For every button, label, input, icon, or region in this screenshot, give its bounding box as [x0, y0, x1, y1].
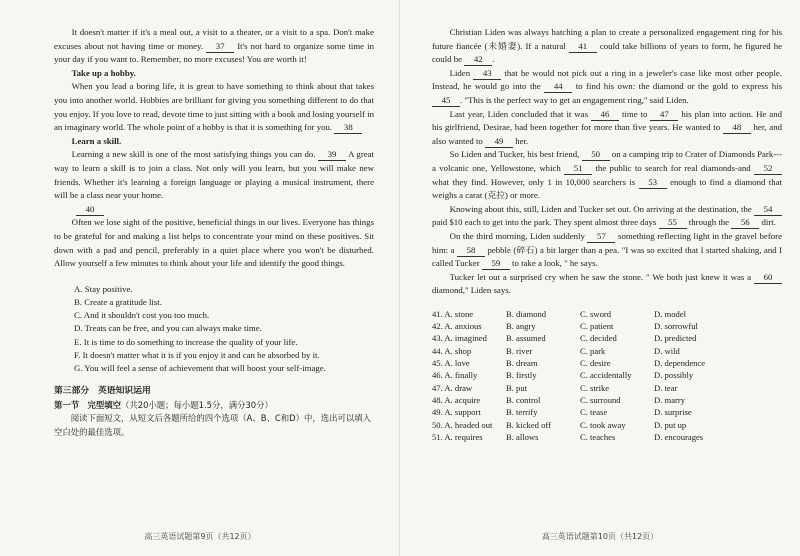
- choices-table: [432, 308, 782, 443]
- option-c: C. And it shouldn't cost you too much.: [74, 310, 210, 321]
- choice-c: C. accidentally: [580, 370, 632, 381]
- choice-row-41: [432, 308, 782, 320]
- cloze-paragraph: So Liden and Tucker, his best friend, 50 on a camping trip to Crater of Diamonds Park---a volcanic one, Yellowstone, which 51 the public to search for real diamonds-and 52 what they find. However, only 1 in 10,000 searchers is 53 enough to find a diamond that weighs a carat (克拉) or more.: [432, 149, 783, 201]
- choice-a: 45. A. love: [432, 358, 470, 369]
- cloze-paragraph: Knowing about this, still, Liden and Tucker set out. On arriving at the destination, the 54 paid $10 each to get into the park. They spent almost three days 55 through the 56 dirt.: [432, 203, 782, 230]
- choice-c: C. decided: [580, 333, 617, 344]
- choice-a: 43. A. imagined: [432, 333, 487, 344]
- choice-b: B. assumed: [506, 333, 546, 344]
- choice-d: D. model: [654, 308, 686, 319]
- heading-hobby: Take up a hobby.: [71, 67, 136, 78]
- choice-c: C. sword: [580, 308, 612, 319]
- heading-skill: Learn a skill.: [71, 135, 122, 146]
- choice-d: D. possibly: [654, 370, 694, 381]
- choice-row-46: [432, 369, 782, 381]
- choice-c: C. tease: [580, 407, 608, 418]
- choice-d: D. encourages: [654, 431, 704, 442]
- passage-paragraph: Learning a new skill is one of the most satisfying things you can do. 39 A great way to learn a skill is to join a class. Not only will you learn, but you will make new friends. Whether it's learning a foreign language or playing a musical instrument, there will be a class near your home.: [54, 149, 375, 201]
- blank-40-line: [54, 203, 374, 217]
- choice-d: D. wild: [654, 345, 680, 356]
- section-subtitle: 第一节 完型填空（共20小题；每小题1.5分，满分30分）: [54, 399, 273, 410]
- option-g: G. You will feel a sense of achievement that will boost your self-image.: [74, 362, 326, 373]
- choice-a: 49. A. support: [432, 407, 481, 418]
- choice-row-42: [432, 320, 782, 332]
- choice-d: D. put up: [654, 419, 687, 430]
- choice-d: D. predicted: [654, 333, 697, 344]
- choice-row-50: [432, 419, 782, 431]
- cloze-paragraph: Liden 43 that he would not pick out a ring in a jeweler's case like most other people. Instead, he would go into the 44 to find his own: the diamond or the gold to express his 45 . "This is the perfect way to get an engagement ring," said Liden.: [432, 67, 782, 105]
- blank-54: 54: [754, 204, 782, 216]
- blank-43: 43: [473, 68, 501, 80]
- blank-40: 40: [76, 204, 104, 216]
- page-footer: 高三英语试题第9页（共12页）: [144, 532, 256, 542]
- blank-50: 50: [582, 149, 610, 161]
- cloze-paragraph: On the third morning, Liden suddenly 57 something reflecting light in the gravel before him: a 58 pebble (碎石) a bit larger than a pea. "I was so excited that I started shaking, and I called Tucker 59 to take a look, " he says.: [432, 230, 783, 269]
- choice-row-44: [432, 345, 782, 357]
- blank-45: 45: [432, 95, 460, 107]
- instructions: 阅读下面短文，从短文后各题所给的四个选项（A、B、C和D）中，选出可以填入空白处的最佳选项。: [54, 413, 371, 437]
- choice-row-47: [432, 382, 782, 394]
- blank-41: 41: [569, 41, 597, 53]
- blank-52: 52: [754, 163, 782, 175]
- blank-48: 48: [723, 122, 751, 134]
- choice-a: 44. A. shop: [432, 345, 472, 356]
- blank-49: 49: [485, 136, 513, 148]
- choice-c: C. desire: [580, 358, 611, 369]
- option-e: E. It is time to do something to increase the quality of your life.: [74, 336, 298, 347]
- blank-56: 56: [731, 217, 759, 229]
- blank-59: 59: [482, 258, 510, 270]
- choice-a: 51. A. requires: [432, 431, 483, 442]
- choice-row-45: [432, 357, 782, 369]
- blank-44: 44: [544, 81, 572, 93]
- choice-a: 41. A. stone: [432, 308, 474, 319]
- right-page: [400, 0, 800, 556]
- choice-a: 48. A. acquire: [432, 394, 481, 405]
- choice-c: C. teaches: [580, 431, 616, 442]
- choice-d: D. dependence: [654, 358, 706, 369]
- blank-46: 46: [591, 109, 619, 121]
- choice-row-49: [432, 406, 782, 418]
- passage-paragraph: It doesn't matter if it's a meal out, a visit to a theater, or a visit to a spa. Don't make excuses about not having time or money. 37 It's not hard to organize some time in your day if you want to. Remember, no more excuses! You are worth it!: [54, 27, 374, 65]
- choice-row-51: [432, 431, 782, 443]
- choice-d: D. marry: [654, 394, 686, 405]
- blank-39: 39: [318, 149, 346, 161]
- blank-42: 42: [464, 54, 492, 66]
- options-list: [54, 283, 374, 375]
- choice-a: 46. A. finally: [432, 370, 478, 381]
- choice-b: B. diamond: [506, 308, 547, 319]
- cloze-paragraph: Christian Liden was always hatching a plan to create a personalized engagement ring for his future fiancée (未婚妻). If a natural 41 could take billions of years to form, he figured he could be 42 .: [432, 27, 783, 65]
- blank-51: 51: [564, 163, 592, 175]
- passage-paragraph: When you lead a boring life, it is great to have something to think about that takes you into another world. Hobbies are brilliant for giving you something different to do that you enjoy. If you love to read, devote time to just sitting with a book and losing yourself in an imaginary world. The whole point of a hobby is that it is something for you. 38: [54, 81, 374, 133]
- blank-37: 37: [206, 41, 234, 53]
- option-f: F. It doesn't matter what it is if you enjoy it and can be absorbed by it.: [74, 349, 320, 360]
- section-title: 第三部分 英语知识运用: [54, 386, 151, 397]
- choice-d: D. tear: [654, 382, 678, 393]
- choice-c: C. strike: [580, 382, 610, 393]
- choice-a: 47. A. draw: [432, 382, 473, 393]
- choice-b: B. put: [506, 382, 528, 393]
- choice-b: B. allows: [506, 431, 539, 442]
- blank-60: 60: [754, 272, 782, 284]
- choice-b: B. control: [506, 394, 541, 405]
- option-d: D. Treats can be free, and you can always make time.: [74, 323, 262, 334]
- choice-b: B. kicked off: [506, 419, 551, 430]
- choice-row-43: [432, 332, 782, 344]
- choice-c: C. took away: [580, 419, 626, 430]
- choice-c: C. patient: [580, 321, 614, 332]
- blank-38: 38: [334, 122, 362, 134]
- choice-b: B. terrify: [506, 407, 538, 418]
- choice-b: B. firstly: [506, 370, 537, 381]
- cloze-paragraph: Last year, Liden concluded that it was 46 time to 47 his plan into action. He and his girlfriend, Desirae, had been together for more than five years. He wanted to 48 her, and also wanted to 49 her.: [432, 108, 783, 146]
- choice-row-48: [432, 394, 782, 406]
- choice-a: 50. A. headed out: [432, 419, 493, 430]
- blank-47: 47: [650, 109, 678, 121]
- choice-d: D. sorrowful: [654, 321, 698, 332]
- choice-c: C. park: [580, 345, 606, 356]
- choice-c: C. surround: [580, 394, 621, 405]
- passage-paragraph: Often we lose sight of the positive, beneficial things in our lives. Everyone has things to be grateful for and making a list helps to concentrate your mind on these positives. Sit down with a pad and pencil, preferably in a quiet place where you won't be disturbed. Allow yourself a few minutes to think about your life and identify the good things.: [54, 217, 374, 269]
- page-footer: 高三英语试题第10页（共12页）: [541, 532, 659, 542]
- blank-55: 55: [659, 217, 687, 229]
- choice-b: B. dream: [506, 358, 538, 369]
- blank-57: 57: [587, 231, 615, 243]
- blank-58: 58: [457, 245, 485, 257]
- blank-53: 53: [639, 177, 667, 189]
- option-b: B. Create a gratitude list.: [74, 296, 162, 307]
- choice-b: B. angry: [506, 321, 536, 332]
- cloze-paragraph: Tucker let out a surprised cry when he saw the stone. " We both just knew it was a 60 diamond," Liden says.: [432, 271, 782, 298]
- choice-a: 42. A. anxious: [432, 321, 482, 332]
- choice-d: D. surprise: [654, 407, 692, 418]
- choice-b: B. river: [506, 345, 533, 356]
- option-a: A. Stay positive.: [74, 283, 133, 294]
